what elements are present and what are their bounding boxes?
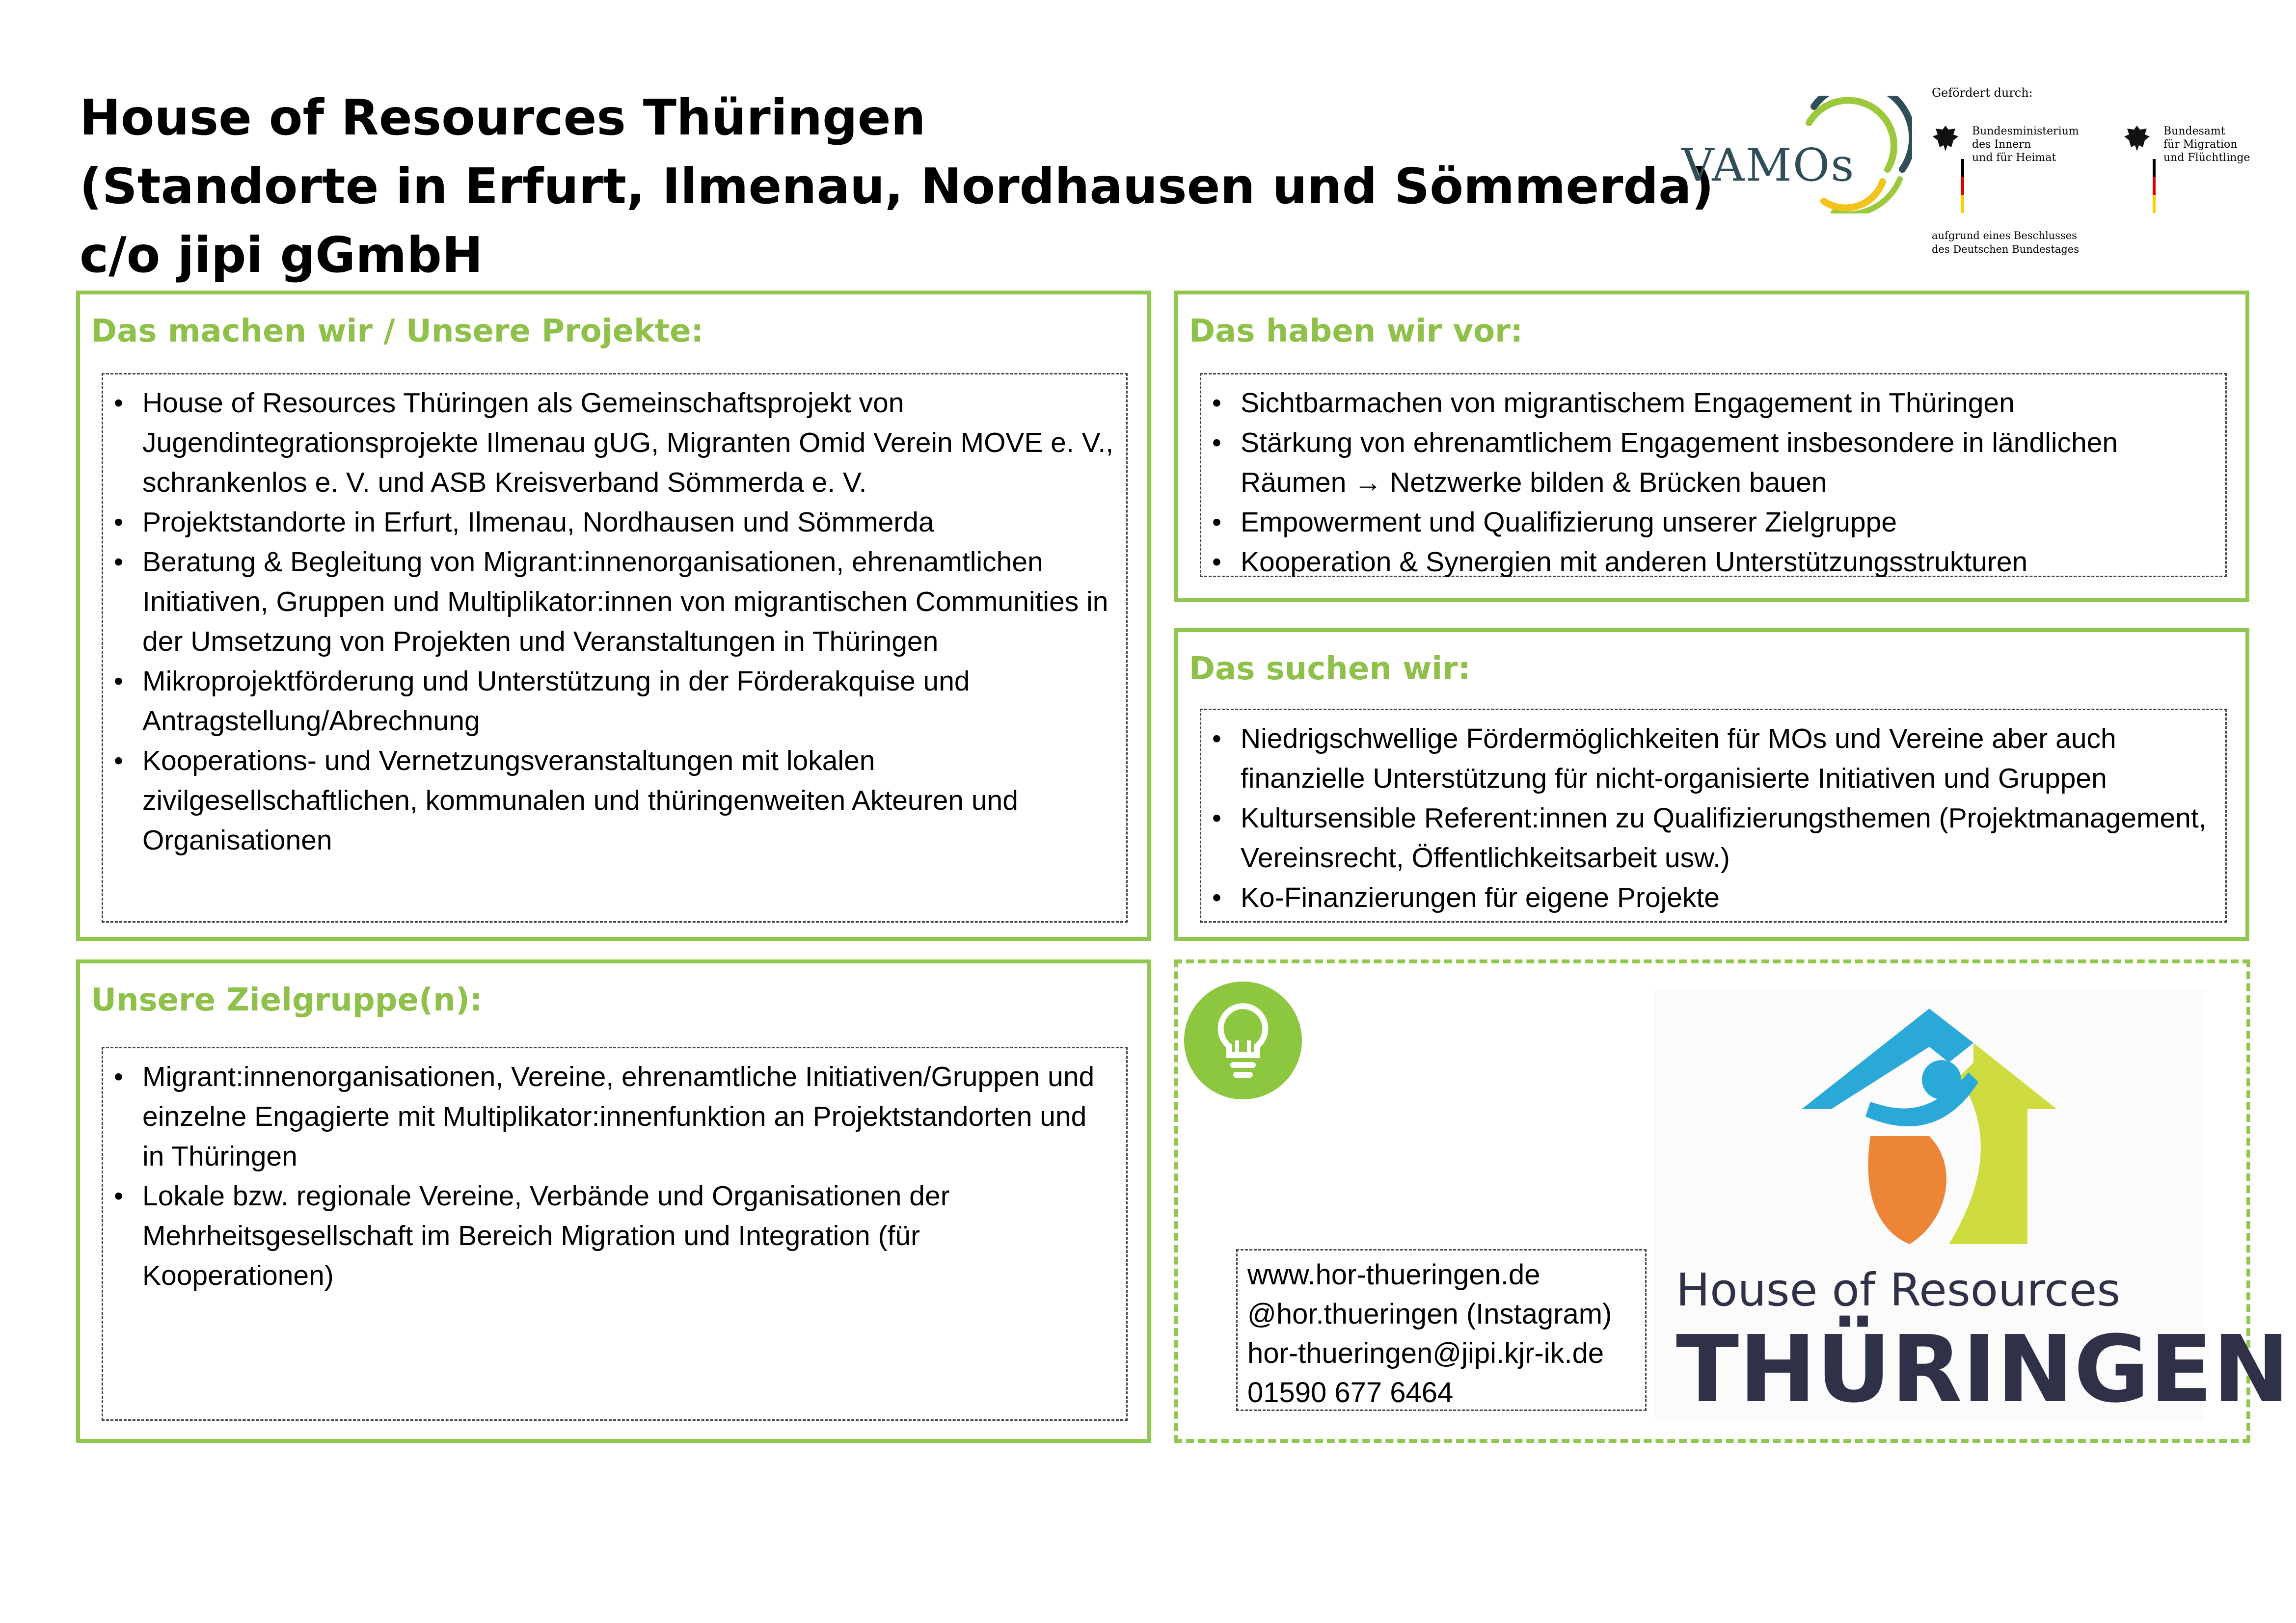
- email-link[interactable]: hor-thueringen@jipi.kjr-ik.de: [1247, 1337, 1604, 1369]
- contact-box: [1236, 1249, 1647, 1411]
- website-link[interactable]: www.hor-thueringen.de: [1247, 1259, 1540, 1291]
- target-list: [103, 1057, 1114, 1296]
- list-item: • Kooperation & Synergien mit anderen Unterstützungsstrukturen: [1201, 542, 2214, 582]
- resolution-line: aufgrund eines Beschlusses: [1932, 230, 2077, 241]
- list-item: • Ko-Finanzierungen für eigene Projekte: [1201, 878, 2214, 918]
- list-item: • House of Resources Thüringen als Gemeinschaftsprojekt von Jugendintegrationsprojekte Ilmenau gUG, Migranten Omid Verein MOVE e. V., schrankenlos e. V. und ASB Kreisverband Sömmerda e. V.: [103, 383, 1114, 503]
- house-of-resources-logo: [1654, 989, 2290, 1423]
- phone-number: 01590 677 6464: [1247, 1377, 1454, 1409]
- panel-title: Das machen wir / Unsere Projekte:: [91, 313, 704, 349]
- federal-eagle-icon: [2123, 124, 2151, 153]
- plans-list-box: [1200, 373, 2227, 577]
- page-title: [80, 83, 1714, 290]
- ministry-name-line: und Flüchtlinge: [2163, 152, 2250, 164]
- vamos-wordmark: VAMOs: [1681, 139, 1855, 191]
- list-item: • Sichtbarmachen von migrantischem Engagement in Thüringen: [1201, 383, 2214, 423]
- vamos-logo: [1681, 96, 1912, 213]
- list-item: • Niedrigschwellige Fördermöglichkeiten für MOs und Vereine aber auch finanzielle Unterstützung für nicht-organisierte Initiativen und Gruppen: [1201, 719, 2214, 798]
- logo-line-2: THÜRINGEN: [1676, 1316, 2290, 1423]
- ministry-name-line: für Migration: [2163, 138, 2238, 151]
- ministry-name-line: und für Heimat: [1972, 152, 2056, 164]
- ministry-name-line: Bundesamt: [2163, 125, 2225, 137]
- plans-list: [1201, 383, 2214, 582]
- house-figure-icon: [1654, 989, 2204, 1264]
- seeking-list: [1201, 719, 2214, 918]
- funding-label: Gefördert durch:: [1932, 86, 2033, 100]
- lightbulb-icon: [1184, 982, 1302, 1099]
- list-item: • Mikroprojektförderung und Unterstützung in der Förderakquise und Antragstellung/Abrechnung: [103, 662, 1114, 741]
- german-flag-bar: [1961, 159, 1964, 213]
- ministry-name-line: des Innern: [1972, 138, 2031, 151]
- vamos-arcs-icon: [1784, 96, 1912, 213]
- plans-panel: [1174, 291, 2249, 602]
- list-item: • Migrant:innenorganisationen, Vereine, ehrenamtliche Initiativen/Gruppen und einzelne Engagierte mit Multiplikator:innenfunktion an Projektstandorten und in Thüringen: [103, 1057, 1114, 1176]
- german-flag-bar: [2153, 159, 2156, 213]
- ministry-name-line: Bundesministerium: [1972, 125, 2079, 137]
- projects-list: [103, 383, 1114, 860]
- title-line: House of Resources Thüringen: [80, 89, 926, 146]
- panel-title: Das haben wir vor:: [1189, 313, 1523, 349]
- target-group-panel: [76, 959, 1151, 1443]
- list-item: • Lokale bzw. regionale Vereine, Verbände und Organisationen der Mehrheitsgesellschaft im Bereich Migration und Integration (für Kooperationen): [103, 1176, 1114, 1296]
- list-item: • Stärkung von ehrenamtlichem Engagement insbesondere in ländlichen Räumen → Netzwerke bilden & Brücken bauen: [1201, 423, 2214, 503]
- resolution-line: des Deutschen Bundestages: [1932, 243, 2079, 255]
- projects-list-box: [102, 373, 1128, 923]
- list-item: • Beratung & Begleitung von Migrant:innenorganisationen, ehrenamtlichen Initiativen, Gruppen und Multiplikator:innen von migrantischen Communities in der Umsetzung von Projekten und Veranstaltungen in Thüringen: [103, 542, 1114, 662]
- list-item: • Empowerment und Qualifizierung unserer Zielgruppe: [1201, 503, 2214, 542]
- list-item: • Kooperations- und Vernetzungsveranstaltungen mit lokalen zivilgesellschaftlichen, kommunalen und thüringenweiten Akteuren und Organisationen: [103, 741, 1114, 860]
- projects-panel: [76, 291, 1151, 941]
- logo-line-1: House of Resources: [1676, 1264, 2121, 1316]
- target-list-box: [102, 1047, 1128, 1421]
- federal-eagle-icon: [1932, 124, 1959, 153]
- title-line: (Standorte in Erfurt, Ilmenau, Nordhausen und Sömmerda): [80, 158, 1714, 215]
- panel-title: Unsere Zielgruppe(n):: [91, 982, 483, 1018]
- instagram-handle[interactable]: @hor.thueringen (Instagram): [1247, 1298, 1612, 1330]
- list-item: • Kultursensible Referent:innen zu Qualifizierungsthemen (Projektmanagement, Vereinsrecht, Öffentlichkeitsarbeit usw.): [1201, 798, 2214, 878]
- seeking-list-box: [1200, 709, 2227, 923]
- list-item: • Projektstandorte in Erfurt, Ilmenau, Nordhausen und Sömmerda: [103, 503, 1114, 542]
- funding-logos: [1932, 83, 2275, 265]
- title-line: c/o jipi gGmbH: [80, 226, 483, 284]
- seeking-panel: [1174, 628, 2249, 941]
- panel-title: Das suchen wir:: [1189, 651, 1471, 687]
- bundestag-resolution: [1932, 229, 2079, 256]
